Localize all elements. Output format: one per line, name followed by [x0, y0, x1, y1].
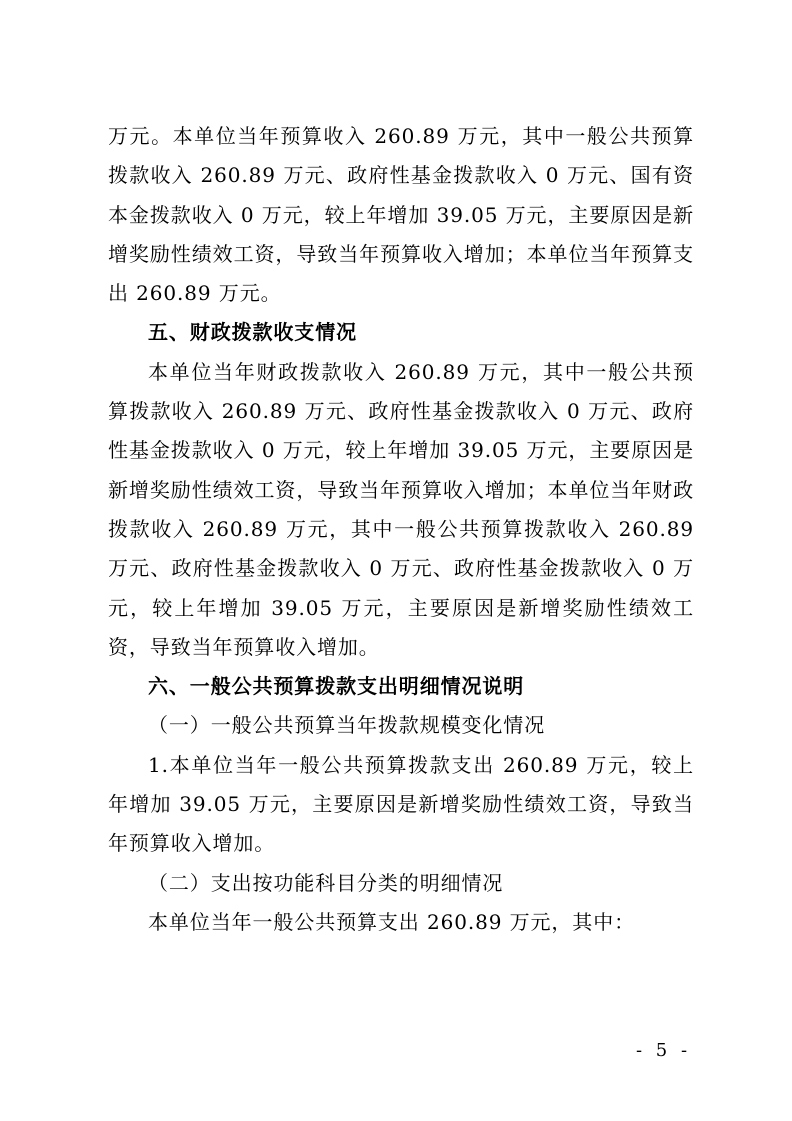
paragraph-fiscal-appropriation: 本单位当年财政拨款收入 260.89 万元，其中一般公共预算拨款收入 260.89 万元、政府性基金拨款收入 0 万元、政府性基金拨款收入 0 万元，较上年增加 39.05 万元，主要原因是新增奖励性绩效工资，导致当年预算收入增加；本单位当年财政拨款收入 260.89 万元，其中一般公共预算拨款收入 260.89 万元、政府性基金拨款收入 0 万元、政府性基金拨款收入 0 万元，较上年增加 39.05 万元，主要原因是新增奖励性绩效工资，导致当年预算收入增加。: [108, 359, 694, 659]
document-page: [108, 117, 694, 942]
paragraph-appropriation-change: 1.本单位当年一般公共预算拨款支出 260.89 万元，较上年增加 39.05 万元，主要原因是新增奖励性绩效工资，导致当年预算收入增加。: [108, 752, 694, 856]
paragraph-expenditure-detail: 本单位当年一般公共预算支出 260.89 万元，其中：: [148, 909, 635, 934]
paragraph-budget-income: 万元。本单位当年预算收入 260.89 万元，其中一般公共预算拨款收入 260.89 万元、政府性基金拨款收入 0 万元、国有资本金拨款收入 0 万元，较上年增加 39.05 万元，主要原因是新增奖励性绩效工资，导致当年预算收入增加；本单位当年预算支出 260.89 万元。: [108, 124, 694, 306]
subsection-heading-1: （一）一般公共预算当年拨款规模变化情况: [148, 713, 546, 738]
subsection-heading-2: （二）支出按功能科目分类的明细情况: [148, 870, 504, 895]
page-number: - 5 -: [636, 1040, 692, 1061]
section-heading-5: 五、财政拨款收支情况: [148, 320, 357, 345]
section-heading-6: 六、一般公共预算拨款支出明细情况说明: [148, 674, 525, 699]
